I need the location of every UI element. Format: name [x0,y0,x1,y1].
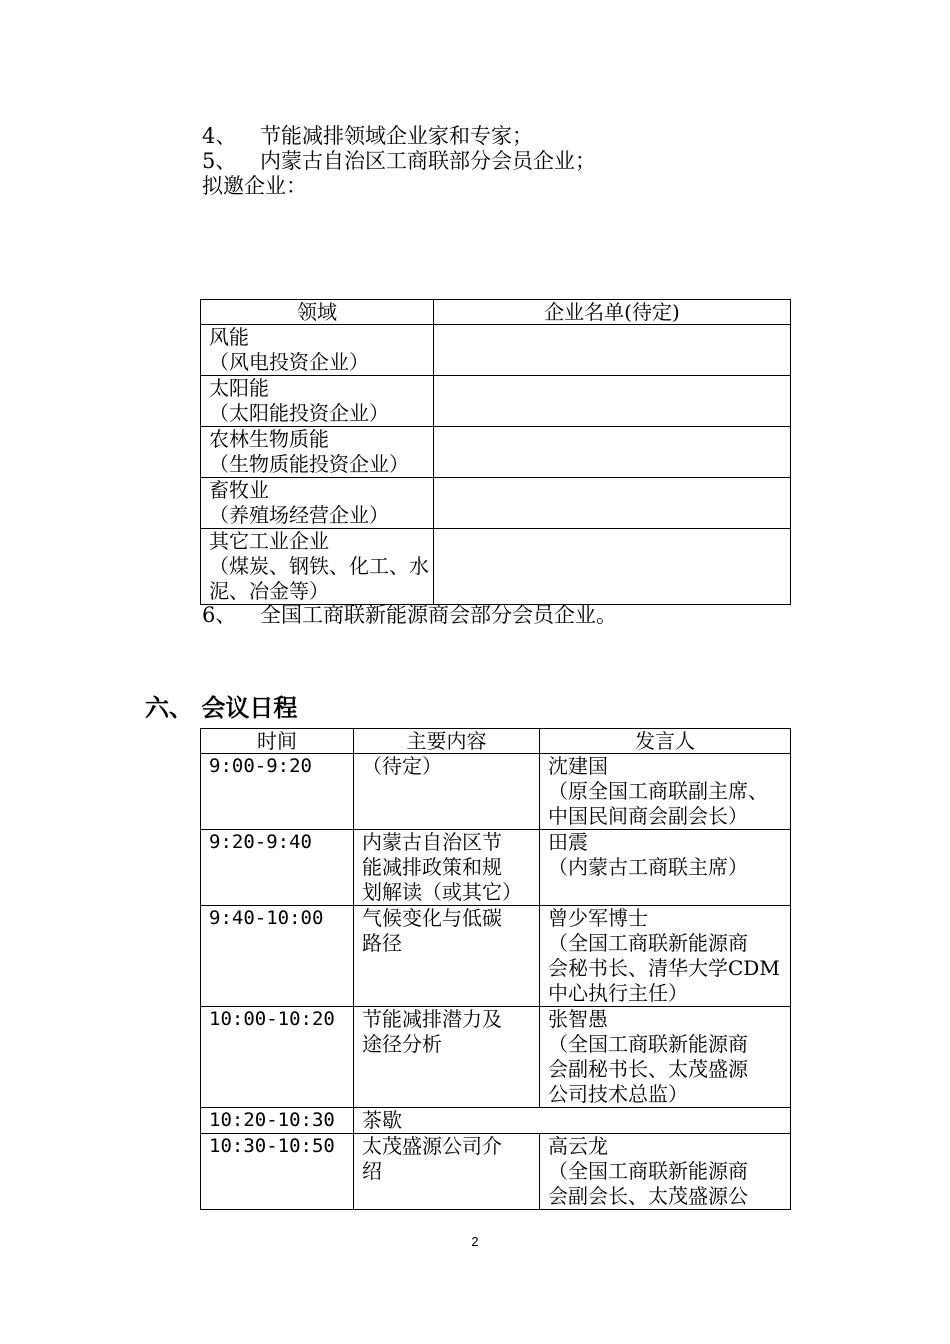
field-cell: 畜牧业 （养殖场经营企业） [201,478,434,529]
content-cell: 内蒙古自治区节 能减排政策和规 划解读（或其它） [354,830,540,906]
time-cell: 10:30-10:50 [201,1134,354,1210]
table-row [201,830,791,906]
table-header-row [201,300,791,325]
table-row [201,1134,791,1210]
company-list-cell [434,376,791,427]
list-text: 节能减排领域企业家和专家； [260,124,533,148]
list-item-6 [202,603,617,628]
field-cell: 风能 （风电投资企业） [201,325,434,376]
table-row [201,1108,791,1134]
company-list-cell [434,427,791,478]
table-header-row [201,729,791,754]
table-row [201,427,791,478]
content-cell: 节能减排潜力及 途径分析 [354,1007,540,1108]
time-cell: 9:20-9:40 [201,830,354,906]
page-number: 2 [471,1234,479,1249]
list-number: 4、 [202,124,237,148]
speaker-cell: 高云龙 （全国工商联新能源商 会副会长、太茂盛源公 [540,1134,791,1210]
list-number: 5、 [202,149,237,173]
table-row [201,754,791,830]
section-heading: 六、 会议日程 [145,694,298,722]
column-header: 时间 [201,729,354,754]
column-header: 领域 [201,300,434,325]
content-cell: 太茂盛源公司介 绍 [354,1134,540,1210]
list-item-5 [202,149,596,174]
enterprise-table [200,299,791,605]
column-header: 企业名单(待定) [434,300,791,325]
speaker-cell: 沈建国 （原全国工商联副主席、 中国民间商会副会长） [540,754,791,830]
field-cell: 太阳能 （太阳能投资企业） [201,376,434,427]
table-row [201,376,791,427]
field-cell: 农林生物质能 （生物质能投资企业） [201,427,434,478]
table-row [201,1007,791,1108]
field-cell: 其它工业企业 （煤炭、钢铁、化工、水 泥、冶金等） [201,529,434,605]
invite-label: 拟邀企业： [202,174,307,198]
list-number: 6、 [202,603,237,627]
speaker-cell: 曾少军博士 （全国工商联新能源商 会秘书长、清华大学CDM 中心执行主任） [540,906,791,1007]
content-cell: 茶歇 [354,1108,791,1134]
company-list-cell [434,529,791,605]
content-cell: 气候变化与低碳 路径 [354,906,540,1007]
time-cell: 9:40-10:00 [201,906,354,1007]
list-text: 全国工商联新能源商会部分会员企业。 [260,603,617,627]
table-row [201,529,791,605]
column-header: 发言人 [540,729,791,754]
table-row [201,478,791,529]
time-cell: 9:00-9:20 [201,754,354,830]
column-header: 主要内容 [354,729,540,754]
schedule-table [200,728,791,1210]
time-cell: 10:00-10:20 [201,1007,354,1108]
table-row [201,906,791,1007]
company-list-cell [434,478,791,529]
speaker-cell: 田震 （内蒙古工商联主席） [540,830,791,906]
speaker-cell: 张智愚 （全国工商联新能源商 会副秘书长、太茂盛源 公司技术总监） [540,1007,791,1108]
time-cell: 10:20-10:30 [201,1108,354,1134]
table-row [201,325,791,376]
content-cell: （待定） [354,754,540,830]
company-list-cell [434,325,791,376]
list-item-4 [202,124,533,149]
list-text: 内蒙古自治区工商联部分会员企业； [260,149,596,173]
